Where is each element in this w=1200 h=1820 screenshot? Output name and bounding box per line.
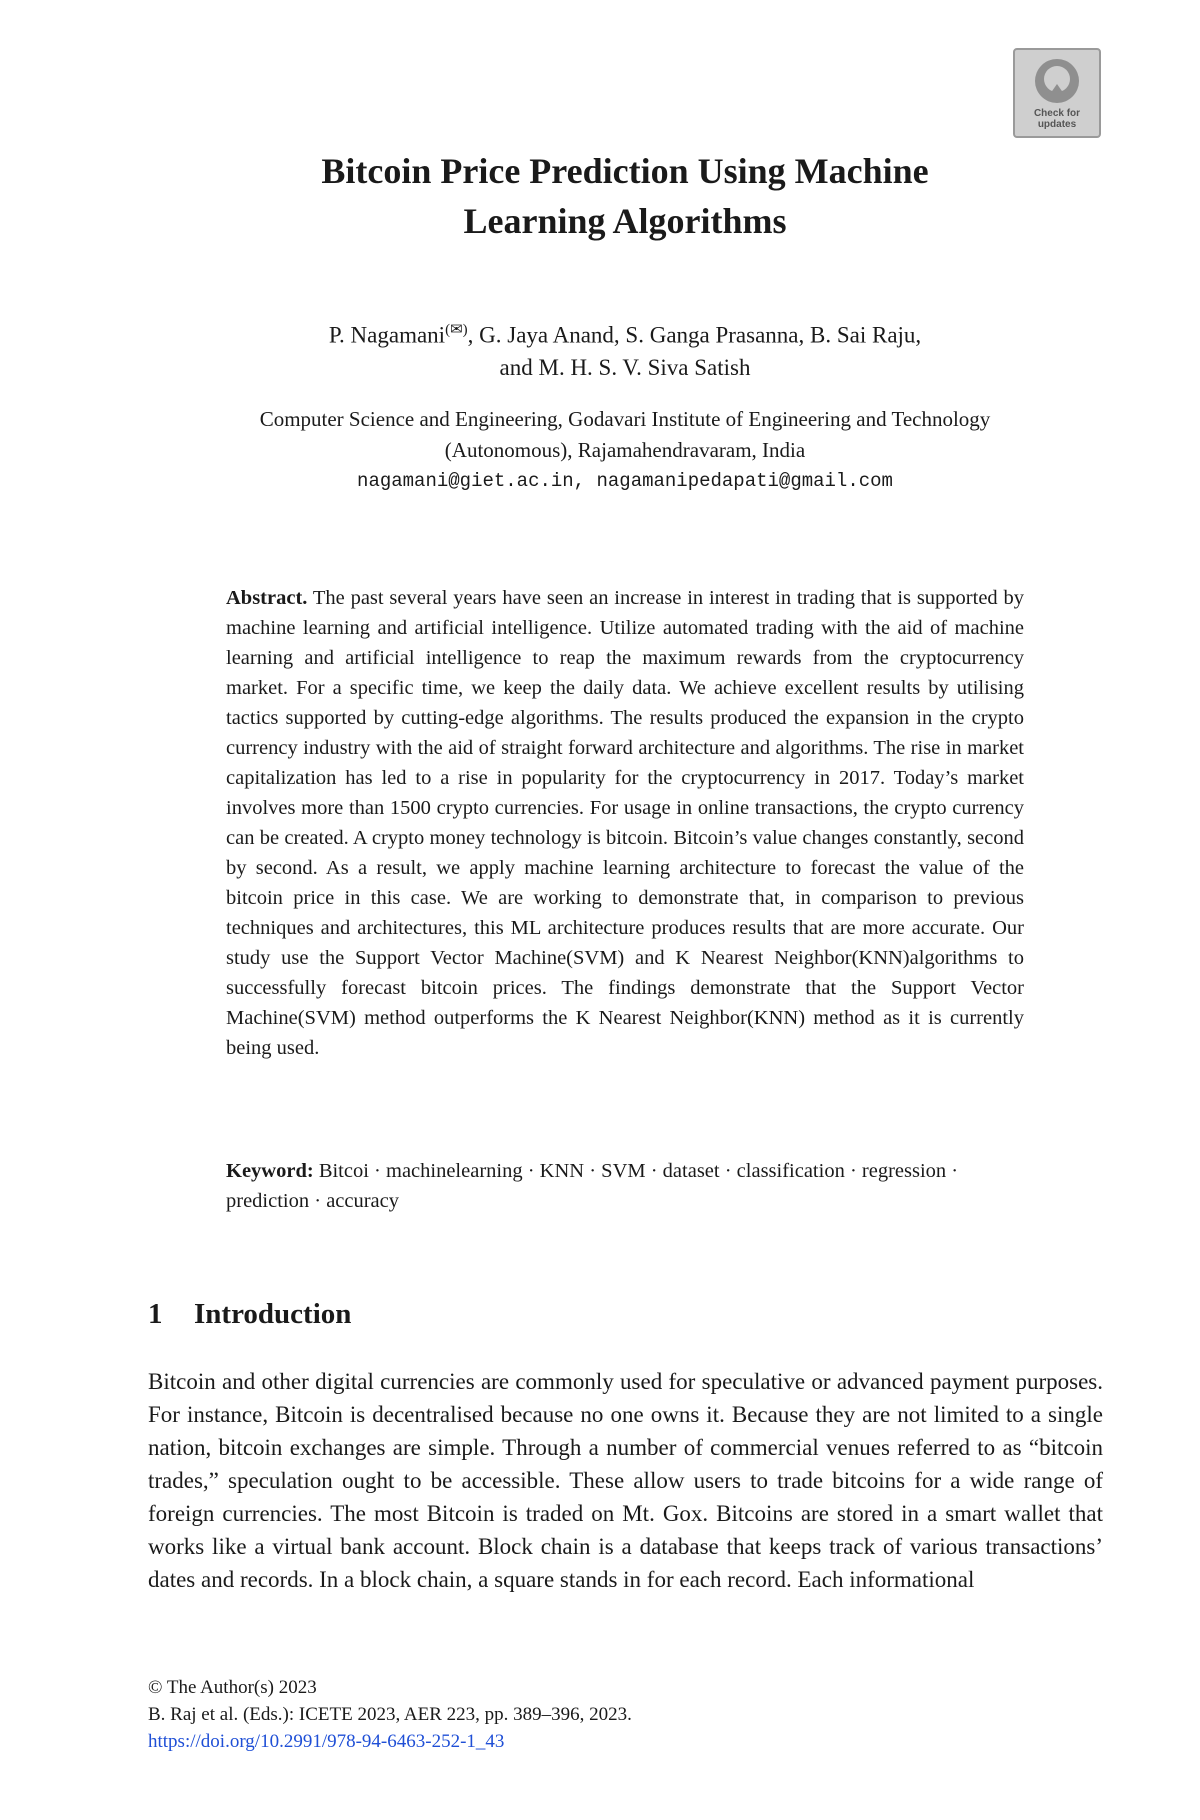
- keywords-label: Keyword:: [226, 1160, 314, 1182]
- affiliation: [150, 404, 1100, 497]
- doi-link[interactable]: https://doi.org/10.2991/978-94-6463-252-1_43: [148, 1731, 505, 1752]
- affiliation-line-1: Computer Science and Engineering, Godavari Institute of Engineering and Technology: [259, 407, 991, 431]
- paper-title: [200, 146, 1050, 246]
- author-first: P. Nagamani: [328, 322, 446, 348]
- author-list: [200, 314, 1050, 384]
- citation: B. Raj et al. (Eds.): ICETE 2023, AER 223, pp. 389–396, 2023.: [148, 1704, 632, 1725]
- check-for-updates-badge[interactable]: [1013, 48, 1101, 138]
- copyright: © The Author(s) 2023: [148, 1677, 317, 1698]
- section-number: 1: [148, 1298, 163, 1330]
- footer: [148, 1674, 948, 1755]
- title-line-1: Bitcoin Price Prediction Using Machine: [321, 151, 929, 191]
- section-title: Introduction: [194, 1298, 352, 1330]
- check-for-updates-icon: [1032, 56, 1082, 106]
- author-line-2: and M. H. S. V. Siva Satish: [499, 354, 751, 380]
- affiliation-line-2: (Autonomous), Rajamahendravaram, India: [444, 438, 806, 462]
- author-rest: , G. Jaya Anand, S. Ganga Prasanna, B. Sai Raju,: [467, 322, 922, 348]
- abstract: [226, 583, 1024, 1063]
- badge-label: Check for updates: [1033, 108, 1081, 130]
- introduction-paragraph: Bitcoin and other digital currencies are commonly used for speculative or advanced payment purposes. For instance, Bitcoin is decentralised because no one owns it. Because they are not limited to a single nation, bitcoin exchanges are simple. Through a number of commercial venues referred to as “bitcoin trades,” speculation ought to be accessible. These allow users to trade bitcoins for a wide range of foreign currencies. The most Bitcoin is traded on Mt. Gox. Bitcoins are stored in a smart wallet that works like a virtual bank account. Block chain is a database that keeps track of various transactions’ dates and records. In a block chain, a square stands in for each record. Each informational: [148, 1369, 1103, 1592]
- section-heading: [148, 1296, 351, 1332]
- keywords-text: Bitcoi · machinelearning · KNN · SVM · dataset · classification · regression · prediction · accuracy: [226, 1160, 959, 1212]
- keywords: [226, 1156, 1024, 1216]
- corresponding-mark: (✉): [445, 322, 468, 338]
- author-emails[interactable]: nagamani@giet.ac.in, nagamanipedapati@gmail.com: [357, 470, 893, 492]
- abstract-text: The past several years have seen an increase in interest in trading that is supported by machine learning and artificial intelligence. Utilize automated trading with the aid of machine learning and artificial intelligence to reap the maximum rewards from the cryptocurrency market. For a specific time, we keep the daily data. We achieve excellent results by utilising tactics supported by cutting-edge algorithms. The results produced the expansion in the crypto currency industry with the aid of straight forward architecture and algorithms. The rise in market capitalization has led to a rise in popularity for the cryptocurrency in 2017. Today’s market involves more than 1500 crypto currencies. For usage in online transactions, the crypto currency can be created. A crypto money technology is bitcoin. Bitcoin’s value changes constantly, second by second. As a result, we apply machine learning architecture to forecast the value of the bitcoin price in this case. We are working to demonstrate that, in comparison to previous techniques and architectures, this ML architecture produces results that are more accurate. Our study use the Support Vector Machine(SVM) and K Nearest Neighbor(KNN)algorithms to successfully forecast bitcoin prices. The findings demonstrate that the Support Vector Machine(SVM) method outperforms the K Nearest Neighbor(KNN) method as it is currently being used.: [226, 587, 1024, 1059]
- title-line-2: Learning Algorithms: [463, 201, 787, 241]
- abstract-label: Abstract.: [226, 587, 308, 609]
